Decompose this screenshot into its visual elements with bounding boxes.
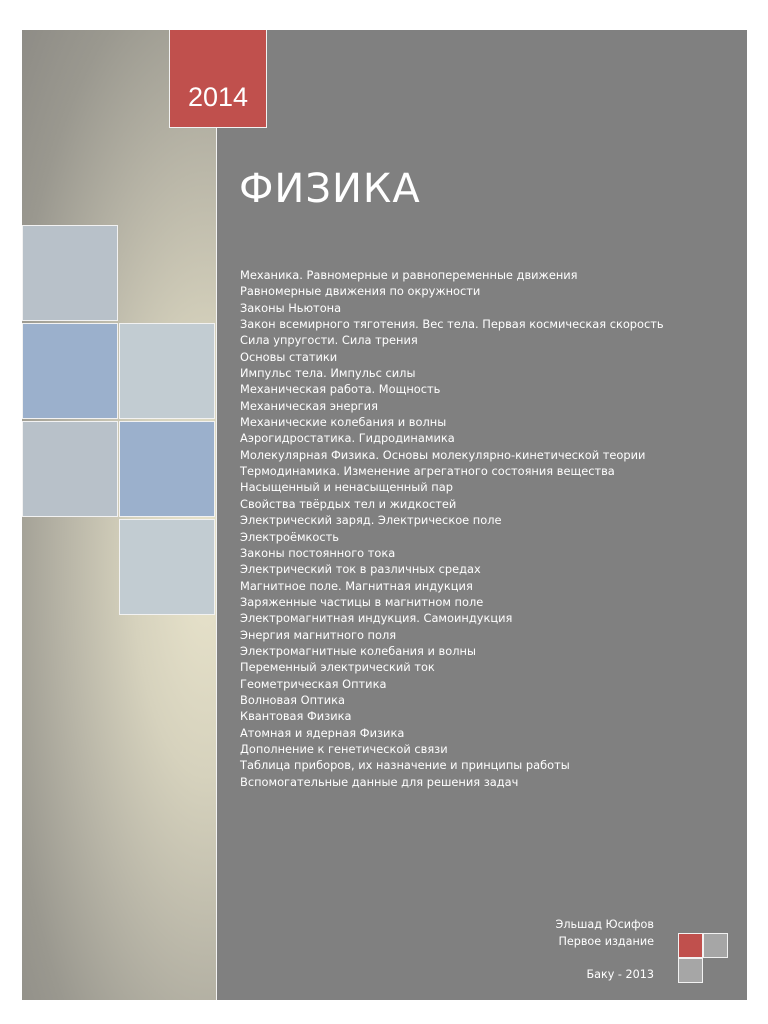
topic-item: Электроёмкость	[240, 529, 340, 544]
topic-item: Электрический ток в различных средах	[240, 562, 481, 577]
decor-mini-tile-gray	[703, 933, 728, 958]
book-cover	[22, 30, 747, 1000]
author-block	[556, 916, 654, 983]
topic-item: Магнитное поле. Магнитная индукция	[240, 578, 473, 593]
topic-item: Механические колебания и волны	[240, 415, 447, 430]
topic-item: Механическая работа. Мощность	[240, 382, 441, 397]
topic-item: Законы постоянного тока	[240, 545, 396, 560]
topic-item: Квантовая Физика	[240, 709, 352, 724]
topic-item: Законы Ньютона	[240, 300, 342, 315]
decor-tile-light	[119, 519, 215, 615]
topic-item: Аэрогидростатика. Гидродинамика	[240, 431, 455, 446]
topic-item: Молекулярная Физика. Основы молекулярно-кинетической теории	[240, 447, 646, 462]
author-name: Эльшад Юсифов	[555, 918, 654, 931]
topic-item: Волновая Оптика	[240, 692, 345, 707]
topic-item: Заряженные частицы в магнитном поле	[240, 594, 484, 609]
decor-tile-blue	[119, 421, 215, 517]
topic-item: Таблица приборов, их назначение и принципы работы	[240, 758, 570, 773]
decor-mini-tile-gray	[678, 958, 703, 983]
topic-item: Импульс тела. Импульс силы	[240, 366, 416, 381]
topic-item: Механика. Равномерные и равнопеременные движения	[240, 268, 578, 282]
decor-tile-light	[119, 323, 215, 419]
book-title: ФИЗИКА	[239, 166, 421, 212]
topic-item: Электромагнитные колебания и волны	[240, 643, 476, 658]
decor-mini-tile-red	[678, 933, 703, 958]
topic-item: Сила упругости. Сила трения	[240, 333, 418, 348]
topic-item: Свойства твёрдых тел и жидкостей	[240, 496, 457, 511]
topic-item: Дополнение к генетической связи	[240, 741, 448, 756]
topics-list	[240, 267, 664, 790]
topic-item: Механическая энергия	[240, 398, 378, 413]
topic-item: Электромагнитная индукция. Самоиндукция	[240, 611, 513, 626]
place-year-label: Баку - 2013	[586, 968, 654, 981]
panel-divider-line	[216, 30, 217, 1000]
topic-item: Термодинамика. Изменение агрегатного состояния вещества	[240, 464, 615, 479]
topic-item: Равномерные движения по окружности	[240, 284, 481, 299]
topic-item: Основы статики	[240, 349, 338, 364]
topic-item: Атомная и ядерная Физика	[240, 725, 405, 740]
topic-item: Переменный электрический ток	[240, 660, 435, 675]
year-badge: 2014	[169, 30, 267, 128]
edition-label: Первое издание	[558, 935, 654, 948]
topic-item: Энергия магнитного поля	[240, 627, 397, 642]
topic-item: Закон всемирного тяготения. Вес тела. Первая космическая скорость	[240, 317, 664, 332]
topic-item: Электрический заряд. Электрическое поле	[240, 513, 502, 528]
topic-item: Насыщенный и ненасыщенный пар	[240, 480, 453, 495]
decor-tile-gray	[22, 421, 118, 517]
decor-tile-blue	[22, 323, 118, 419]
decor-tile-gray	[22, 225, 118, 321]
topic-item: Геометрическая Оптика	[240, 676, 387, 691]
topic-item: Вспомогательные данные для решения задач	[240, 774, 519, 789]
